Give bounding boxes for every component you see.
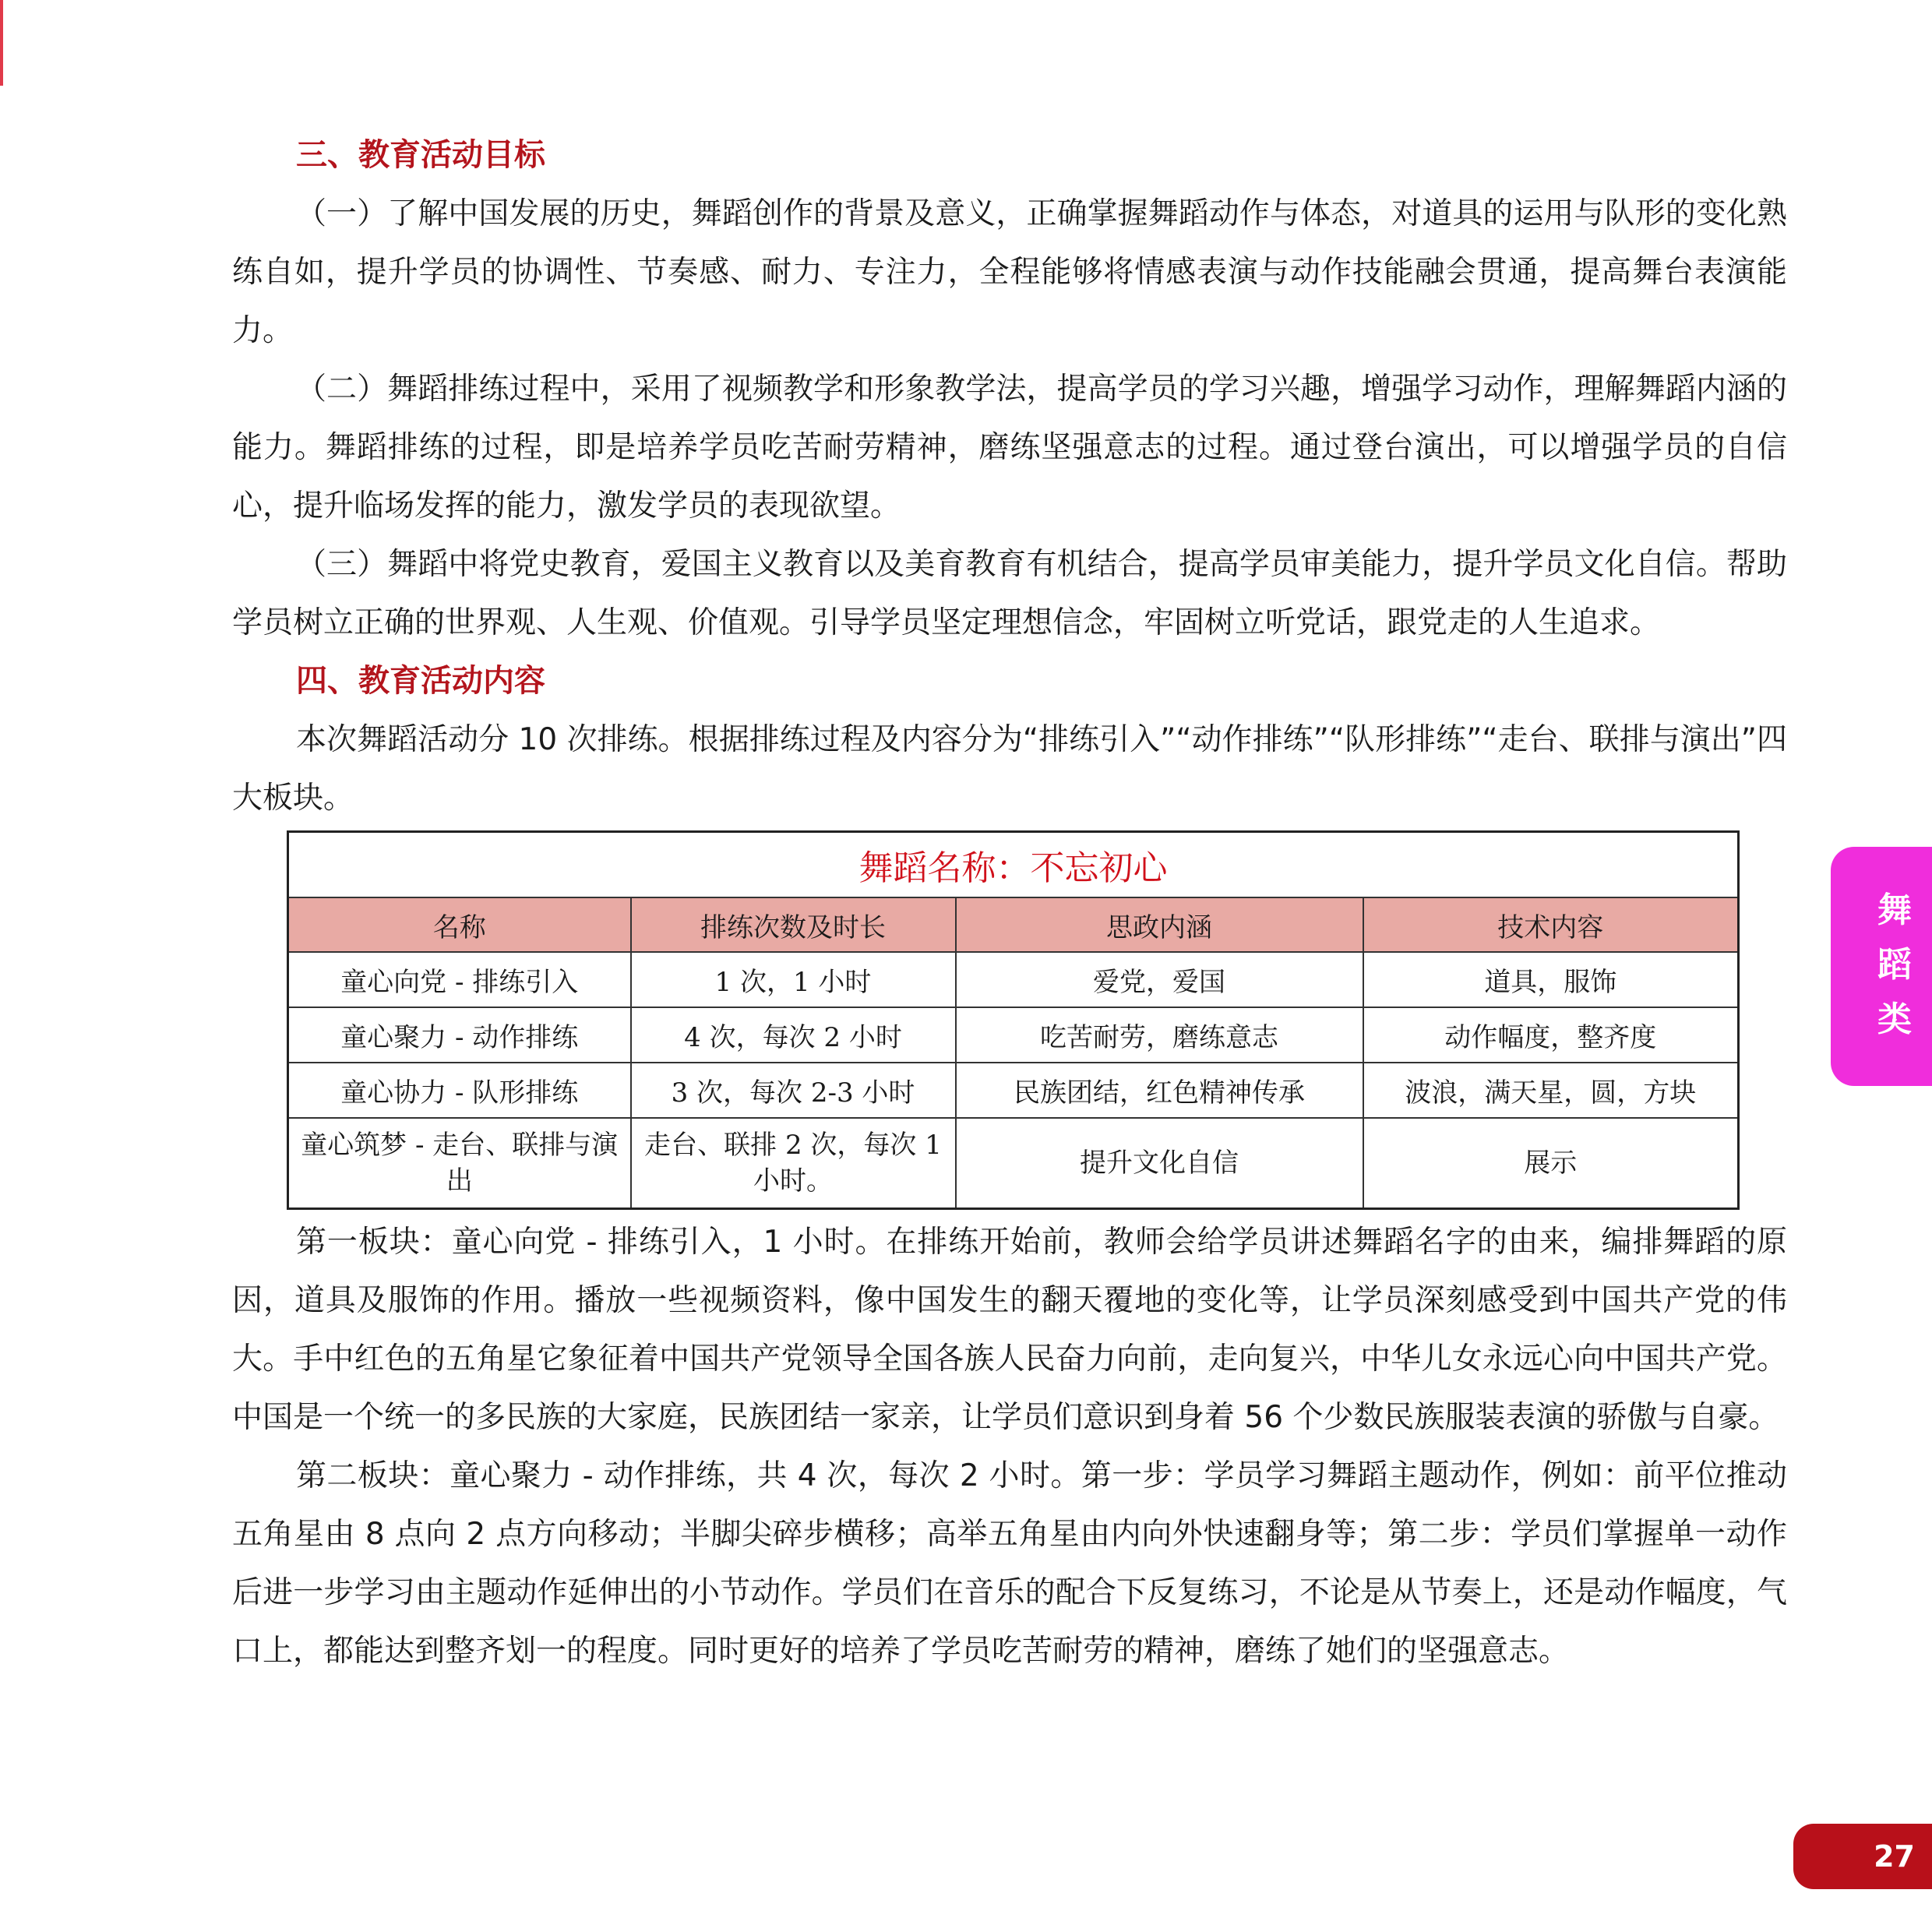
table-cell: 波浪，满天星，圆，方块: [1363, 1063, 1739, 1118]
table-row: [288, 1063, 1739, 1118]
table-row: [288, 952, 1739, 1007]
table-cell: 4 次，每次 2 小时: [631, 1007, 956, 1063]
goal-paragraph-2: （二）舞蹈排练过程中，采用了视频教学和形象教学法，提高学员的学习兴趣，增强学习动作，理解舞蹈内涵的能力。舞蹈排练的过程，即是培养学员吃苦耐劳精神，磨练坚强意志的过程。通过登台演出，可以增强学员的自信心，提升临场发挥的能力，激发学员的表现欲望。: [232, 372, 1787, 524]
table-cell: 吃苦耐劳，磨练意志: [956, 1007, 1363, 1063]
section-heading-content: 四、教育活动内容: [296, 663, 545, 699]
category-side-tab: [1831, 847, 1932, 1086]
table-cell: 3 次，每次 2-3 小时: [631, 1063, 956, 1118]
dance-table: [287, 830, 1740, 1210]
table-cell: 童心协力 - 队形排练: [288, 1063, 631, 1118]
side-tab-char: 蹈: [1877, 945, 1912, 985]
table-title-row: [288, 832, 1739, 898]
content-intro-paragraph: 本次舞蹈活动分 10 次排练。根据排练过程及内容分为“排练引入”“动作排练”“队形排练”“走台、联排与演出”四大板块。: [232, 722, 1787, 816]
table-cell: 童心向党 - 排练引入: [288, 952, 631, 1007]
side-tab-char: 舞: [1877, 890, 1912, 930]
table-row: [288, 1118, 1739, 1209]
table-header-row: [288, 897, 1739, 952]
table-row: [288, 1007, 1739, 1063]
table-cell: 提升文化自信: [956, 1118, 1363, 1209]
table-header-cell: 思政内涵: [956, 897, 1363, 952]
table-cell: 动作幅度，整齐度: [1363, 1007, 1739, 1063]
table-cell: 爱党，爱国: [956, 952, 1363, 1007]
table-cell: 童心筑梦 - 走台、联排与演出: [288, 1118, 631, 1209]
table-header-cell: 排练次数及时长: [631, 897, 956, 952]
table-cell: 展示: [1363, 1118, 1739, 1209]
table-header-cell: 技术内容: [1363, 897, 1739, 952]
block-1-paragraph: 第一板块：童心向党 - 排练引入，1 小时。在排练开始前，教师会给学员讲述舞蹈名字的由来，编排舞蹈的原因，道具及服饰的作用。播放一些视频资料，像中国发生的翻天覆地的变化等，让学员深刻感受到中国共产党的伟大。手中红色的五角星它象征着中国共产党领导全国各族人民奋力向前，走向复兴，中华儿女永远心向中国共产党。中国是一个统一的多民族的大家庭，民族团结一家亲，让学员们意识到身着 56 个少数民族服装表演的骄傲与自豪。: [232, 1225, 1787, 1435]
table-cell: 民族团结，红色精神传承: [956, 1063, 1363, 1118]
dance-table-wrapper: [287, 830, 1737, 1210]
table-cell: 1 次，1 小时: [631, 952, 956, 1007]
table-title: 舞蹈名称：不忘初心: [288, 832, 1739, 898]
table-cell: 童心聚力 - 动作排练: [288, 1007, 631, 1063]
section-heading-goals: 三、教育活动目标: [296, 137, 545, 173]
block-2-paragraph: 第二板块：童心聚力 - 动作排练，共 4 次，每次 2 小时。第一步：学员学习舞蹈主题动作，例如：前平位推动五角星由 8 点向 2 点方向移动；半脚尖碎步横移；高举五角星由内向外快速翻身等；第二步：学员们掌握单一动作后进一步学习由主题动作延伸出的小节动作。学员们在音乐的配合下反复练习，不论是从节奏上，还是动作幅度，气口上，都能达到整齐划一的程度。同时更好的培养了学员吃苦耐劳的精神，磨练了她们的坚强意志。: [232, 1458, 1787, 1669]
table-header-cell: 名称: [288, 897, 631, 952]
goal-paragraph-1: （一）了解中国发展的历史，舞蹈创作的背景及意义，正确掌握舞蹈动作与体态，对道具的运用与队形的变化熟练自如，提升学员的协调性、节奏感、耐力、专注力，全程能够将情感表演与动作技能融会贯通，提高舞台表演能力。: [232, 196, 1787, 348]
goal-paragraph-3: （三）舞蹈中将党史教育，爱国主义教育以及美育教育有机结合，提高学员审美能力，提升学员文化自信。帮助学员树立正确的世界观、人生观、价值观。引导学员坚定理想信念，牢固树立听党话，跟党走的人生追求。: [232, 547, 1787, 640]
page-number: 27: [1793, 1824, 1932, 1889]
table-cell: 走台、联排 2 次，每次 1 小时。: [631, 1118, 956, 1209]
page-edge-mark: [0, 0, 3, 86]
document-body: [232, 126, 1787, 1680]
table-cell: 道具，服饰: [1363, 952, 1739, 1007]
side-tab-char: 类: [1877, 999, 1912, 1039]
